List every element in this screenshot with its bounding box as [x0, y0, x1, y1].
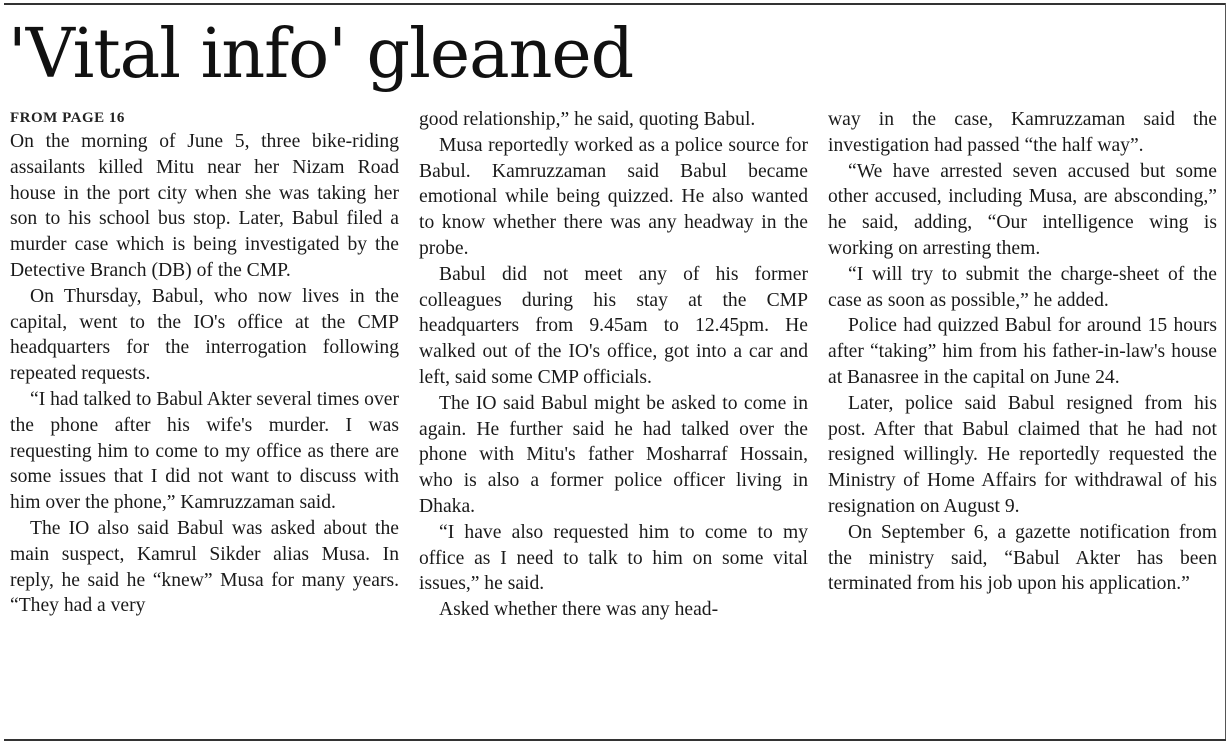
- article-body: [10, 107, 1218, 732]
- paragraph: On Thursday, Babul, who now lives in the capital, went to the IO's office at the CMP headquarters for the interrogation following repeated requests.: [10, 285, 399, 385]
- paragraph: “I had talked to Babul Akter several times over the phone after his wife's murder. I was requesting him to come to my office as there are some issues that I did not want to discuss with him over the phone,” Kamruzzaman said.: [10, 388, 399, 514]
- paragraph: On the morning of June 5, three bike-riding assailants killed Mitu near her Nizam Road house in the port city when she was taking her son to his school bus stop. Later, Babul filed a murder case which is being investigated by the Detective Branch (DB) of the CMP.: [10, 131, 399, 281]
- column-2: [419, 107, 808, 732]
- paragraph: way in the case, Kamruzzaman said the investigation had passed “the half way”.: [828, 109, 1217, 156]
- kicker: FROM PAGE 16: [10, 110, 125, 126]
- headline: 'Vital info' gleaned: [8, 15, 634, 94]
- bottom-rule: [4, 739, 1226, 741]
- paragraph: Asked whether there was any head-: [439, 599, 719, 621]
- column-3: [828, 107, 1217, 732]
- paragraph: good relationship,” he said, quoting Babul.: [419, 109, 756, 130]
- paragraph: Musa reportedly worked as a police source for Babul. Kamruzzaman said Babul became emotional while being quizzed. He also wanted to know whether there was any headway in the probe.: [419, 134, 808, 259]
- top-rule: [4, 3, 1226, 5]
- paragraph: “I have also requested him to come to my office as I need to talk to him on some vital issues,” he said.: [419, 521, 808, 595]
- paragraph: The IO also said Babul was asked about the main suspect, Kamrul Sikder alias Musa. In reply, he said he “knew” Musa for many years. “They had a very: [10, 517, 399, 617]
- paragraph: Later, police said Babul resigned from his post. After that Babul claimed that he had not resigned willingly. He reportedly requested the Ministry of Home Affairs for withdrawal of his resignation on August 9.: [828, 392, 1217, 517]
- column-1: [10, 107, 399, 732]
- paragraph: Police had quizzed Babul for around 15 hours after “taking” him from his father-in-law's house at Banasree in the capital on June 24.: [828, 315, 1217, 388]
- paragraph: Babul did not meet any of his former colleagues during his stay at the CMP headquarters from 9.45am to 12.45pm. He walked out of the IO's office, got into a car and left, said some CMP officials.: [419, 263, 808, 388]
- paragraph: “We have arrested seven accused but some other accused, including Musa, are absconding,” he said, adding, “Our intelligence wing is working on arresting them.: [828, 160, 1217, 259]
- right-rule: [1225, 3, 1226, 741]
- paragraph: The IO said Babul might be asked to come in again. He further said he had talked over the phone with Mitu's father Mosharraf Hossain, who is also a former police officer living in Dhaka.: [419, 392, 808, 517]
- paragraph: On September 6, a gazette notification from the ministry said, “Babul Akter has been terminated from his job upon his application.”: [828, 521, 1217, 595]
- paragraph: “I will try to submit the charge-sheet of the case as soon as possible,” he added.: [828, 263, 1217, 311]
